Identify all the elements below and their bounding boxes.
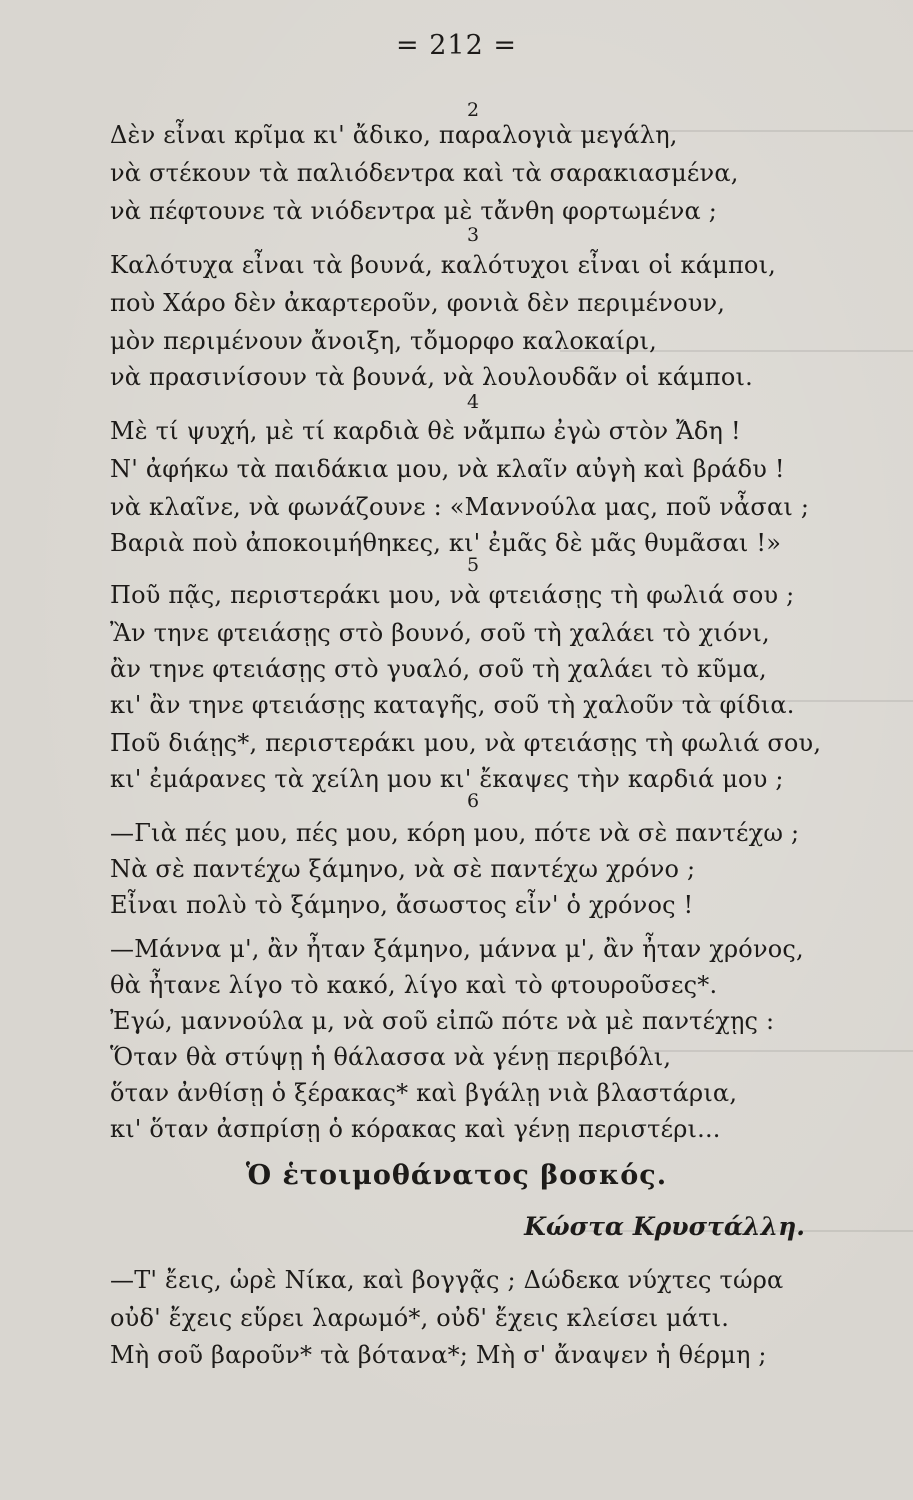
verse-line: —Μάννα μ', ἂν ἦταν ξάμηνο, μάννα μ', ἂν ἦταν χρόνος, xyxy=(110,935,804,963)
verse-line: Ποῦ πᾷς, περιστεράκι μου, νὰ φτειάσῃς τὴ φωλιά σου ; xyxy=(110,581,795,609)
verse-line: Εἶναι πολὺ τὸ ξάμηνο, ἄσωστος εἶν' ὁ χρόνος ! xyxy=(110,891,694,919)
page-number: = 212 = xyxy=(396,30,517,61)
verse-line: Ἐγώ, μαννούλα μ, νὰ σοῦ εἰπῶ πότε νὰ μὲ παντέχῃς : xyxy=(110,1007,775,1035)
verse-line: Ὅταν θὰ στύψῃ ἡ θάλασσα νὰ γένῃ περιβόλι, xyxy=(110,1043,672,1071)
verse-line: κι' ἐμάρανες τὰ χείλη μου κι' ἔκαψες τὴν καρδιά μου ; xyxy=(110,765,784,793)
verse-line: θὰ ἦτανε λίγο τὸ κακό, λίγο καὶ τὸ φτουροῦσες*. xyxy=(110,971,718,999)
verse-line: Δὲν εἶναι κρῖμα κι' ἄδικο, παραλογιὰ μεγάλη, xyxy=(110,121,678,149)
verse-line: —Τ' ἔεις, ὡρὲ Νίκα, καὶ βογγᾷς ; Δώδεκα νύχτες τώρα xyxy=(110,1266,784,1294)
stanza-number: 4 xyxy=(467,391,480,413)
verse-line: νὰ πρασινίσουν τὰ βουνά, νὰ λουλουδᾶν οἱ κάμποι. xyxy=(110,363,753,391)
verse-line: νὰ στέκουν τὰ παλιόδεντρα καὶ τὰ σαρακιασμένα, xyxy=(110,159,739,187)
verse-line: μὸν περιμένουν ἄνοιξη, τὄμορφο καλοκαίρι, xyxy=(110,327,657,355)
verse-line: οὐδ' ἔχεις εὕρει λαρωμό*, οὐδ' ἔχεις κλείσει μάτι. xyxy=(110,1304,730,1332)
verse-line: Καλότυχα εἶναι τὰ βουνά, καλότυχοι εἶναι οἱ κάμποι, xyxy=(110,251,777,279)
stanza-number: 3 xyxy=(467,224,480,246)
verse-line: Βαριὰ ποὺ ἀποκοιμήθηκες, κι' ἐμᾶς δὲ μᾶς θυμᾶσαι !» xyxy=(110,529,782,557)
verse-line: νὰ πέφτουνε τὰ νιόδεντρα μὲ τἄνθη φορτωμένα ; xyxy=(110,197,718,225)
verse-line: Ἂν τηνε φτειάσῃς στὸ βουνό, σοῦ τὴ χαλάει τὸ χιόνι, xyxy=(110,619,770,647)
poem-title: Ὁ ἑτοιμοθάνατος βοσκός. xyxy=(245,1160,668,1191)
verse-line: Ν' ἀφήκω τὰ παιδάκια μου, νὰ κλαῖν αὐγὴ καὶ βράδυ ! xyxy=(110,455,785,483)
verse-line: Νὰ σὲ παντέχω ξάμηνο, νὰ σὲ παντέχω χρόνο ; xyxy=(110,855,696,883)
stanza-number: 5 xyxy=(467,554,480,576)
verse-line: ποὺ Χάρο δὲν ἀκαρτεροῦν, φονιὰ δὲν περιμένουν, xyxy=(110,289,726,317)
poem-author: Κώστα Κρυστάλλη. xyxy=(524,1212,805,1241)
verse-line: Μὴ σοῦ βαροῦν* τὰ βότανα*; Μὴ σ' ἄναψεν ἡ θέρμη ; xyxy=(110,1341,767,1369)
verse-line: κι' ὅταν ἀσπρίσῃ ὁ κόρακας καὶ γένῃ περιστέρι... xyxy=(110,1115,721,1143)
verse-line: νὰ κλαῖνε, νὰ φωνάζουνε : «Μαννούλα μας, ποῦ νἆσαι ; xyxy=(110,493,810,521)
verse-line: Μὲ τί ψυχή, μὲ τί καρδιὰ θὲ νἄμπω ἐγὼ στὸν Ἄδη ! xyxy=(110,417,741,445)
stanza-number: 2 xyxy=(467,99,480,121)
verse-line: κι' ἂν τηνε φτειάσῃς καταγῆς, σοῦ τὴ χαλοῦν τὰ φίδια. xyxy=(110,691,795,719)
verse-line: —Γιὰ πές μου, πές μου, κόρη μου, πότε νὰ σὲ παντέχω ; xyxy=(110,819,800,847)
verse-line: ὅταν ἀνθίσῃ ὁ ξέρακας* καὶ βγάλῃ νιὰ βλαστάρια, xyxy=(110,1079,738,1107)
verse-line: ἂν τηνε φτειάσῃς στὸ γυαλό, σοῦ τὴ χαλάει τὸ κῦμα, xyxy=(110,655,767,683)
verse-line: Ποῦ διάῃς*, περιστεράκι μου, νὰ φτειάσῃς τὴ φωλιά σου, xyxy=(110,729,822,757)
stanza-number: 6 xyxy=(467,790,480,812)
